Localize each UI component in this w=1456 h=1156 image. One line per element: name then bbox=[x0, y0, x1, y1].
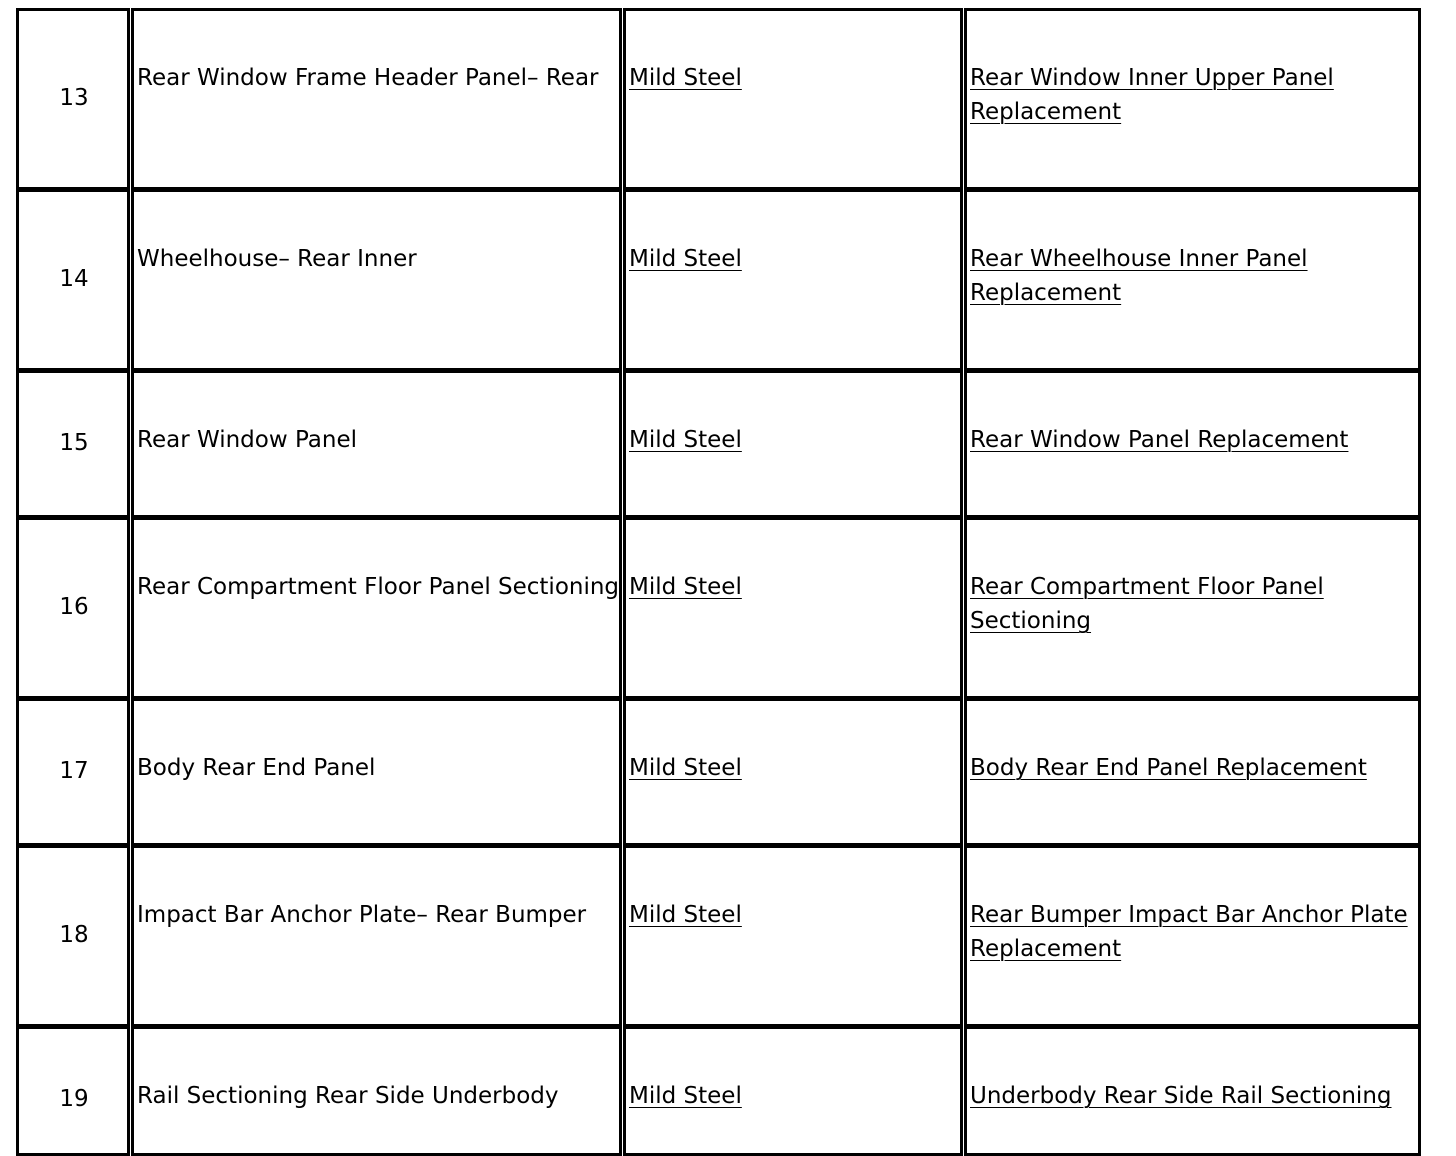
procedure-cell bbox=[964, 517, 1421, 699]
procedure-link[interactable] bbox=[970, 751, 1410, 785]
part-description-cell bbox=[131, 517, 622, 699]
row-number: 15 bbox=[59, 430, 89, 456]
procedure-link-line-1: Rear Bumper Impact Bar Anchor Plate bbox=[970, 902, 1408, 928]
part-description-cell bbox=[131, 845, 622, 1027]
row-number: 16 bbox=[59, 594, 89, 620]
material-cell bbox=[623, 8, 963, 190]
row-number-cell bbox=[16, 8, 130, 190]
material-link[interactable]: Mild Steel bbox=[629, 427, 742, 453]
procedure-link-line-1: Underbody Rear Side Rail Sectioning bbox=[970, 1083, 1392, 1109]
procedure-link-line-2: Replacement bbox=[970, 99, 1122, 125]
part-description-cell bbox=[131, 698, 622, 846]
table-row bbox=[0, 189, 1456, 371]
row-number-cell bbox=[16, 698, 130, 846]
procedure-link-line-1: Rear Window Panel Replacement bbox=[970, 427, 1349, 453]
table-row bbox=[0, 1026, 1456, 1142]
material-link[interactable]: Mild Steel bbox=[629, 65, 742, 91]
material-cell bbox=[623, 517, 963, 699]
part-description: Rail Sectioning Rear Side Underbody bbox=[137, 1083, 559, 1109]
procedure-link-line-2: Replacement bbox=[970, 280, 1122, 306]
procedure-link-line-1: Rear Wheelhouse Inner Panel bbox=[970, 246, 1308, 272]
procedure-link[interactable] bbox=[970, 570, 1410, 638]
procedure-link[interactable] bbox=[970, 242, 1410, 310]
material-link[interactable]: Mild Steel bbox=[629, 902, 742, 928]
row-number: 18 bbox=[59, 922, 89, 948]
material-cell bbox=[623, 1026, 963, 1156]
row-number: 13 bbox=[59, 85, 89, 111]
material-link[interactable]: Mild Steel bbox=[629, 755, 742, 781]
row-number: 17 bbox=[59, 758, 89, 784]
table-row bbox=[0, 517, 1456, 699]
procedure-link-line-1: Body Rear End Panel Replacement bbox=[970, 755, 1367, 781]
procedure-link-line-2: Replacement bbox=[970, 936, 1122, 962]
procedure-cell bbox=[964, 845, 1421, 1027]
table-row bbox=[0, 370, 1456, 518]
procedure-link[interactable] bbox=[970, 1079, 1410, 1113]
part-description-cell bbox=[131, 189, 622, 371]
material-cell bbox=[623, 698, 963, 846]
material-cell bbox=[623, 845, 963, 1027]
row-number-cell bbox=[16, 189, 130, 371]
row-number-cell bbox=[16, 845, 130, 1027]
part-description: Impact Bar Anchor Plate– Rear Bumper bbox=[137, 902, 587, 928]
part-description-cell bbox=[131, 8, 622, 190]
table-row bbox=[0, 845, 1456, 1027]
row-number-cell bbox=[16, 517, 130, 699]
material-link[interactable]: Mild Steel bbox=[629, 246, 742, 272]
material-link[interactable]: Mild Steel bbox=[629, 1083, 742, 1109]
procedure-cell bbox=[964, 1026, 1421, 1156]
procedure-cell bbox=[964, 189, 1421, 371]
material-cell bbox=[623, 370, 963, 518]
part-description: Rear Window Panel bbox=[137, 427, 358, 453]
procedure-link-line-1: Rear Compartment Floor Panel bbox=[970, 574, 1324, 600]
procedure-link[interactable] bbox=[970, 423, 1410, 457]
part-description-cell bbox=[131, 1026, 622, 1156]
row-number-cell bbox=[16, 1026, 130, 1156]
part-description: Body Rear End Panel bbox=[137, 755, 376, 781]
material-link[interactable]: Mild Steel bbox=[629, 574, 742, 600]
table-row bbox=[0, 8, 1456, 190]
part-description: Wheelhouse– Rear Inner bbox=[137, 246, 417, 272]
part-description: Rear Window Frame Header Panel– Rear bbox=[137, 65, 599, 91]
procedure-cell bbox=[964, 370, 1421, 518]
row-number: 14 bbox=[59, 266, 89, 292]
procedure-link-line-1: Rear Window Inner Upper Panel bbox=[970, 65, 1334, 91]
procedure-cell bbox=[964, 698, 1421, 846]
procedure-cell bbox=[964, 8, 1421, 190]
row-number-cell bbox=[16, 370, 130, 518]
procedure-link[interactable] bbox=[970, 898, 1410, 966]
table-row bbox=[0, 698, 1456, 846]
part-description-cell bbox=[131, 370, 622, 518]
row-number: 19 bbox=[59, 1086, 89, 1112]
material-cell bbox=[623, 189, 963, 371]
part-description: Rear Compartment Floor Panel Sectioning bbox=[137, 574, 620, 600]
procedure-link-line-2: Sectioning bbox=[970, 608, 1092, 634]
procedure-link[interactable] bbox=[970, 61, 1410, 129]
